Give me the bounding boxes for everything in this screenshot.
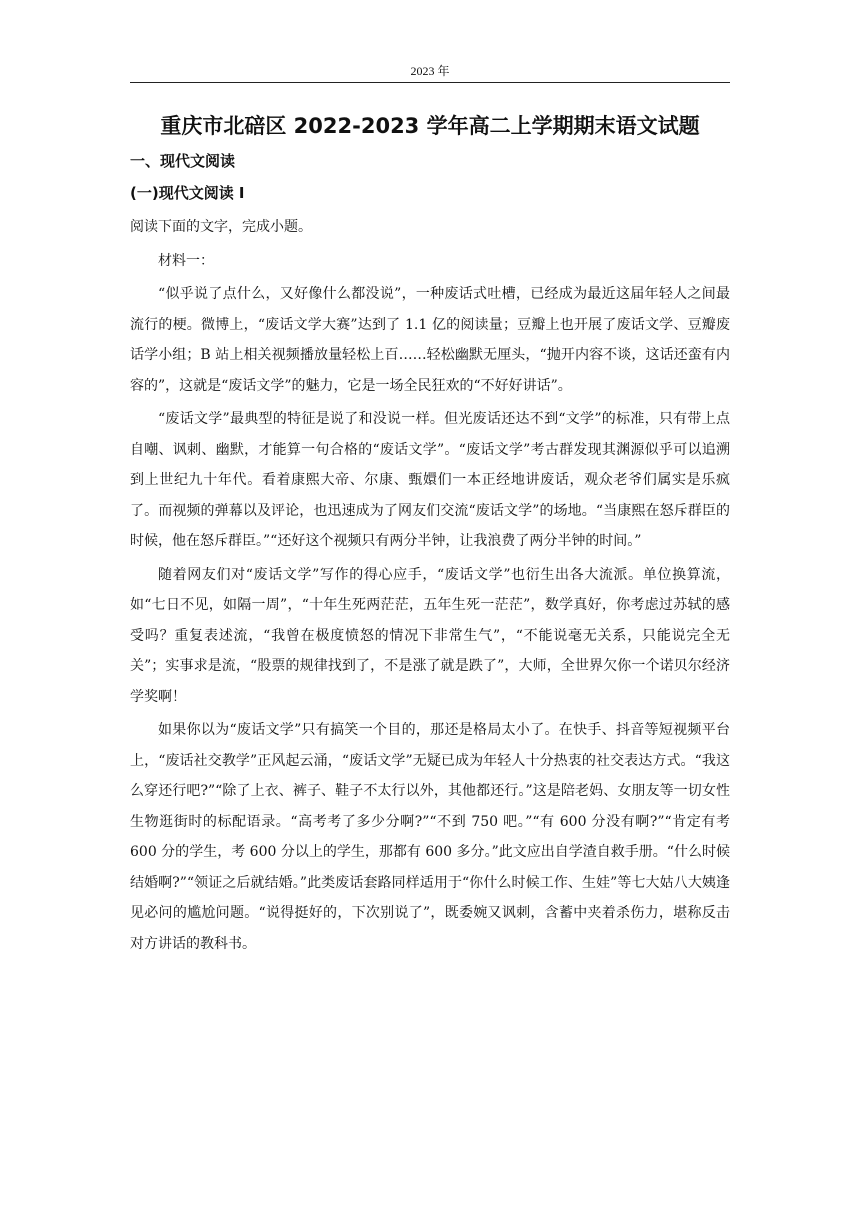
section-heading: 一、现代文阅读	[130, 152, 236, 170]
paragraph: 随着网友们对“废话文学”写作的得心应手，“废话文学”也衍生出各大流派。单位换算流，如“七日不见，如隔一周”，“十年生死两茫茫，五年生死一茫茫”，数学真好，你考虑过苏轼的感受吗？重复表述流，“我曾在极度愤怒的情况下非常生气”，“不能说毫无关系，只能说完全无关”；实事求是流，“股票的规律找到了，不是涨了就是跌了”，大师，全世界欠你一个诺贝尔经济学奖啊！	[130, 566, 730, 705]
material-label: 材料一：	[158, 253, 214, 269]
document-body	[130, 108, 730, 959]
page-header: 2023 年	[410, 64, 450, 78]
subsection-heading: (一)现代文阅读 I	[130, 184, 245, 202]
paragraph: 如果你以为“废话文学”只有搞笑一个目的，那还是格局太小了。在快手、抖音等短视频平台上，“废话社交教学”正风起云涌，“废话文学”无疑已成为年轻人十分热衷的社交表达方式。“我这么穿还行吧?”“除了上衣、裤子、鞋子不太行以外，其他都还行。”这是陪老妈、女朋友等一切女性生物逛街时的标配语录。“高考考了多少分啊?”“不到 750 吧。”“有 600 分没有啊?”“肯定有考 600 分的学生，考 600 分以上的学生，那都有 600 多分。”此文应出自学渣自救手册。“什么时候结婚啊?”“领证之后就结婚。”此类废话套路同样适用于“你什么时候工作、生娃”等七大姑八大姨逢见必问的尴尬问题。“说得挺好的，下次别说了”，既委婉又讽刺，含蓄中夹着杀伤力，堪称反击对方讲话的教科书。	[130, 722, 730, 952]
header-divider	[130, 82, 730, 83]
paragraph: “废话文学”最典型的特征是说了和没说一样。但光废话还达不到“文学”的标准，只有带上点自嘲、讽刺、幽默，才能算一句合格的“废话文学”。“废话文学”考古群发现其渊源似乎可以追溯到上世纪九十年代。看着康熙大帝、尔康、甄嬛们一本正经地讲废话，观众老爷们属实是乐疯了。而视频的弹幕以及评论，也迅速成为了网友们交流“废话文学”的场地。“当康熙在怒斥群臣的时候，他在怒斥群臣。”“还好这个视频只有两分半钟，让我浪费了两分半钟的时间。”	[130, 411, 730, 549]
paragraph: “似乎说了点什么，又好像什么都没说”，一种废话式吐槽，已经成为最近这届年轻人之间最流行的梗。微博上，“废话文学大赛”达到了 1.1 亿的阅读量；豆瓣上也开展了废话文学、豆瓣废话学小组；B 站上相关视频播放量轻松上百……轻松幽默无厘头，“抛开内容不谈，这话还蛮有内容的”，这就是“废话文学”的魅力，它是一场全民狂欢的“不好好讲话”。	[130, 286, 730, 394]
document-title: 重庆市北碚区 2022-2023 学年高二上学期期末语文试题	[160, 114, 700, 138]
instruction-text: 阅读下面的文字，完成小题。	[130, 219, 312, 235]
